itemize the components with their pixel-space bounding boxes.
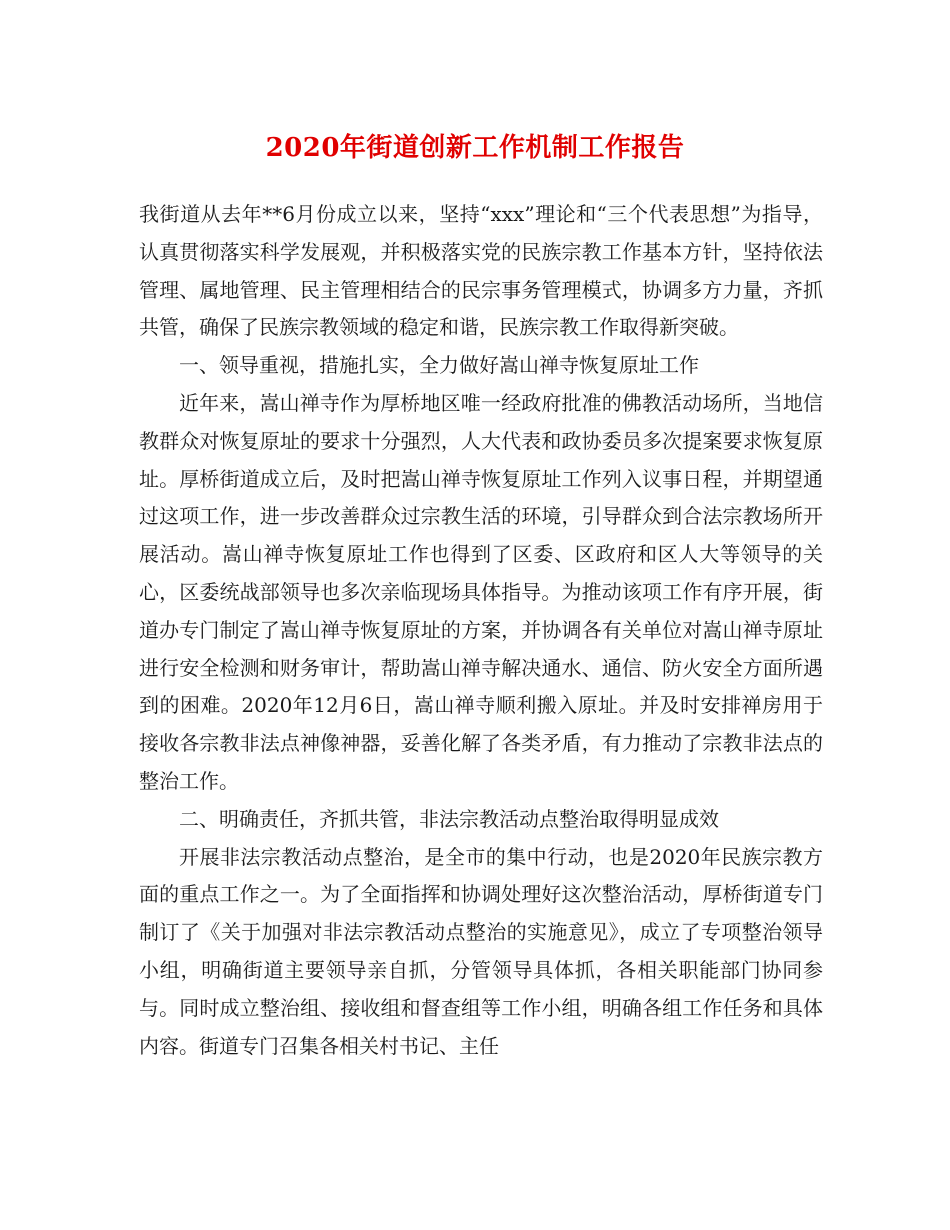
section-1-paragraph: 近年来，嵩山禅寺作为厚桥地区唯一经政府批准的佛教活动场所，当地信教群众对恢复原址的要求十分强烈，人大代表和政协委员多次提案要求恢复原址。厚桥街道成立后，及时把嵩山禅寺恢复原址工作列入议事日程，并期望通过这项工作，进一步改善群众过宗教生活的环境，引导群众到合法宗教场所开展活动。嵩山禅寺恢复原址工作也得到了区委、区政府和区人大等领导的关心，区委统战部领导也多次亲临现场具体指导。为推动该项工作有序开展，街道办专门制定了嵩山禅寺恢复原址的方案，并协调各有关单位对嵩山禅寺原址进行安全检测和财务审计，帮助嵩山禅寺解决通水、通信、防火安全方面所遇到的困难。2020年12月6日，嵩山禅寺顺利搬入原址。并及时安排禅房用于接收各宗教非法点神像神器，妥善化解了各类矛盾，有力推动了宗教非法点的整治工作。 <box>139 390 823 793</box>
section-heading-2: 二、明确责任，齐抓共管，非法宗教活动点整治取得明显成效 <box>179 806 719 831</box>
intro-paragraph: 我街道从去年**6月份成立以来，坚持“xxx”理论和“三个代表思想”为指导，认真贯彻落实科学发展观，并积极落实党的民族宗教工作基本方针，坚持依法管理、属地管理、民主管理相结合的民宗事务管理模式，协调多方力量，齐抓共管，确保了民族宗教领域的稳定和谐，民族宗教工作取得新突破。 <box>139 202 823 340</box>
section-2-paragraph: 开展非法宗教活动点整治，是全市的集中行动，也是2020年民族宗教方面的重点工作之一。为了全面指挥和协调处理好这次整治活动，厚桥街道专门制订了《关于加强对非法宗教活动点整治的实施意见》，成立了专项整治领导小组，明确街道主要领导亲自抓，分管领导具体抓，各相关职能部门协同参与。同时成立整治组、接收组和督查组等工作小组，明确各组工作任务和具体内容。街道专门召集各相关村书记、主任 <box>139 844 823 1058</box>
document-body <box>139 196 823 1065</box>
section-heading-1: 一、领导重视，措施扎实，全力做好嵩山禅寺恢复原址工作 <box>179 353 699 378</box>
document-title: 2020年街道创新工作机制工作报告 <box>265 133 685 163</box>
